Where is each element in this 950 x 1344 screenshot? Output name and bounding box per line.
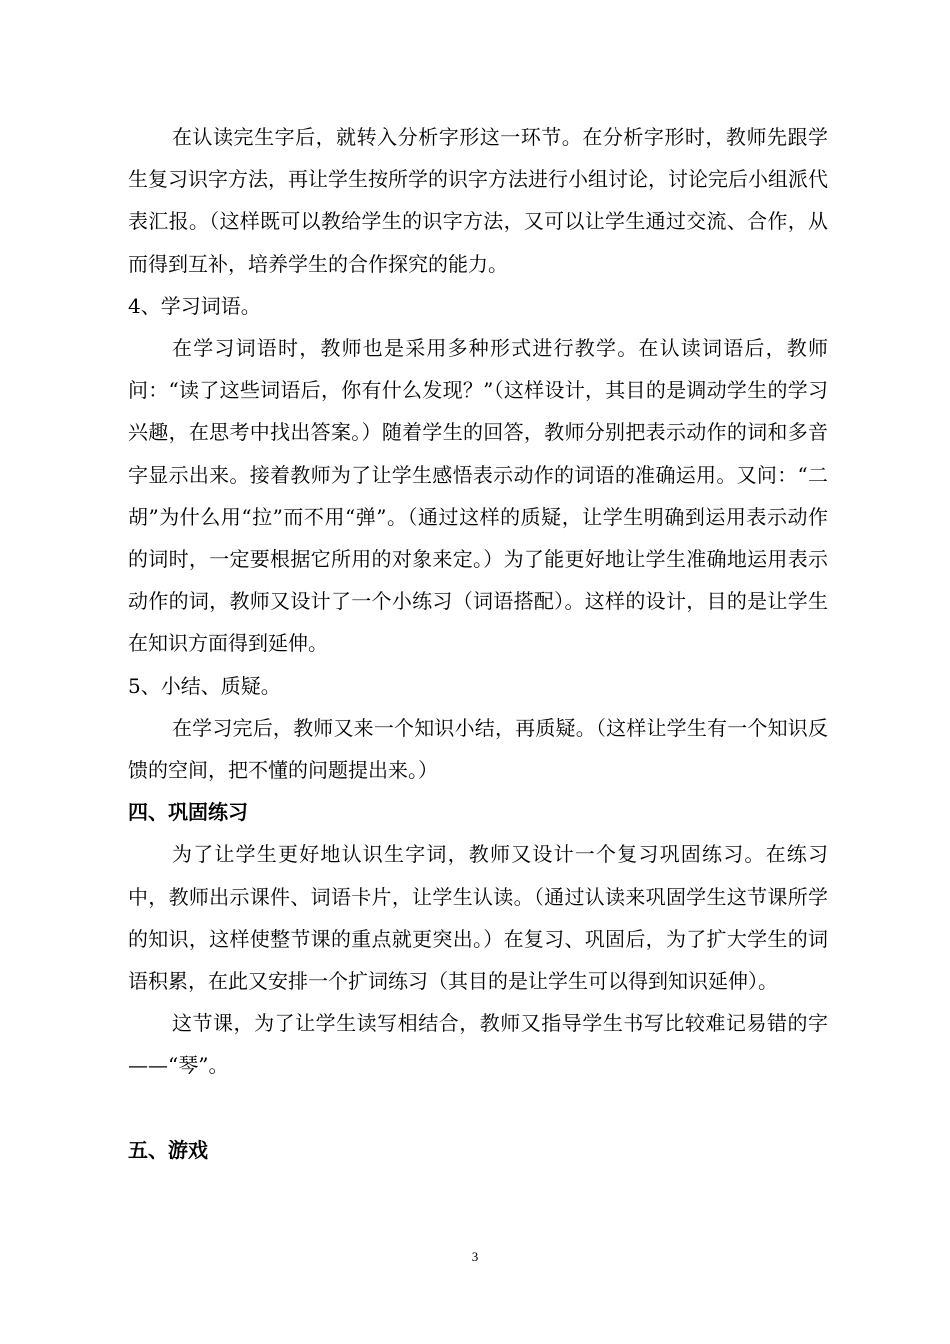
subheading-learn-words: 4、学习词语。 bbox=[128, 293, 261, 318]
document-body bbox=[128, 116, 828, 1171]
paragraph-spacer bbox=[128, 1087, 828, 1129]
section-heading-game: 五、游戏 bbox=[128, 1137, 208, 1162]
page-number: 3 bbox=[471, 1249, 479, 1264]
subheading-summary-questions: 5、小结、质疑。 bbox=[128, 673, 281, 698]
paragraph-consolidation-practice: 为了让学生更好地认识生字词，教师又设计一个复习巩固练习。在练习中，教师出示课件、词语卡片，让学生认读。（通过认读来巩固学生这节课所学的知识，这样使整节课的重点就更突出。）在复习、巩固后，为了扩大学生的词语积累，在此又安排一个扩词练习（其目的是让学生可以得到知识延伸）。 bbox=[128, 842, 828, 994]
paragraph-character-analysis: 在认读完生字后，就转入分析字形这一环节。在分析字形时，教师先跟学生复习识字方法，再让学生按所学的识字方法进行小组讨论，讨论完后小组派代表汇报。（这样既可以教给学生的识字方法，又可以让学生通过交流、合作，从而得到互补，培养学生的合作探究的能力。 bbox=[128, 125, 828, 276]
paragraph-summary: 在学习完后，教师又来一个知识小结，再质疑。（这样让学生有一个知识反馈的空间，把不懂的问题提出来。） bbox=[128, 715, 828, 783]
section-heading-consolidation: 四、巩固练习 bbox=[128, 800, 248, 825]
paragraph-writing-practice: 这节课，为了让学生读写相结合，教师又指导学生书写比较难记易错的字——“琴”。 bbox=[128, 1011, 828, 1078]
paragraph-word-learning: 在学习词语时，教师也是采用多种形式进行教学。在认读词语后，教师问：“读了这些词语后，你有什么发现？”（这样设计，其目的是调动学生的学习兴趣，在思考中找出答案。）随着学生的回答，教师分别把表示动作的词和多音字显示出来。接着教师为了让学生感悟表示动作的词语的准确运用。又问：“二胡”为什么用“拉”而不用“弹”。（通过这样的质疑，让学生明确到运用表示动作的词时，一定要根据它所用的对象来定。）为了能更好地让学生准确地运用表示动作的词，教师又设计了一个小练习（词语搭配）。这样的设计，目的是让学生在知识方面得到延伸。 bbox=[128, 336, 828, 656]
